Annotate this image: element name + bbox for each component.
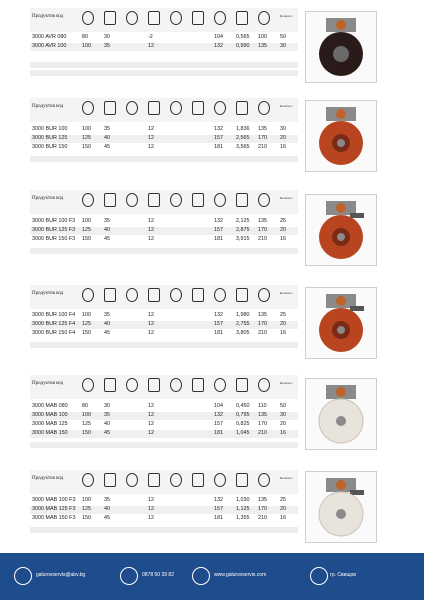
spec-cell: 135 [258, 497, 267, 503]
diameter-icon [82, 101, 94, 115]
spec-cell: 132 [214, 312, 223, 318]
product-code-cell: 3000 BUR 150 [32, 144, 68, 150]
footer-phone[interactable]: 0878 50 39 82 [142, 572, 174, 578]
phone-icon [120, 567, 138, 585]
spec-cell: 125 [82, 135, 91, 141]
brake-icon [192, 101, 204, 115]
spec-cell: 110 [258, 403, 267, 409]
spec-cell: 50 [280, 403, 286, 409]
table-header [30, 190, 298, 214]
spec-cell: 40 [104, 421, 110, 427]
footer-bar [0, 553, 424, 600]
spec-cell: 12 [148, 515, 154, 521]
spec-cell: 1,980 [236, 312, 250, 318]
table-row [30, 421, 298, 429]
spec-cell: 16 [280, 430, 286, 436]
table-row [30, 236, 298, 244]
spec-cell: 12 [148, 421, 154, 427]
spec-cell: 132 [214, 497, 223, 503]
spec-cell: 12 [148, 330, 154, 336]
spec-cell: 30 [104, 34, 110, 40]
spec-cell: 25 [280, 312, 286, 318]
spec-cell: 181 [214, 430, 223, 436]
diameter-icon [82, 193, 94, 207]
spec-cell: 181 [214, 330, 223, 336]
weight-icon [236, 11, 248, 25]
product-code-cell: 3000 MAB 125 [32, 421, 68, 427]
product-code-cell: 3000 MAB 150 F3 [32, 515, 76, 521]
globe-icon [192, 567, 210, 585]
bolt-icon [148, 11, 160, 25]
product-block [0, 375, 424, 460]
spec-cell: 1,355 [236, 515, 250, 521]
table-row [30, 321, 298, 329]
header-code-label: Продуктов код [32, 104, 64, 109]
spec-cell: 125 [82, 506, 91, 512]
product-code-cell: 3000 BUR 125 F3 [32, 227, 76, 233]
brake-icon [192, 193, 204, 207]
spec-cell: 30 [280, 412, 286, 418]
table-row [30, 135, 298, 143]
spec-cell: 12 [148, 321, 154, 327]
load-icon [258, 378, 270, 392]
weight-icon [236, 378, 248, 392]
spec-cell: 40 [104, 506, 110, 512]
blank-row [30, 248, 298, 254]
table-row [30, 412, 298, 420]
spec-cell: 157 [214, 506, 223, 512]
table-header [30, 470, 298, 494]
weight-icon [236, 101, 248, 115]
diameter-icon [82, 473, 94, 487]
product-photo [305, 471, 377, 543]
spec-cell: 132 [214, 43, 223, 49]
spec-cell: 12 [148, 135, 154, 141]
spec-cell: 135 [258, 43, 267, 49]
spec-cell: -2 [148, 34, 153, 40]
blank-row [30, 70, 298, 76]
axle-icon [170, 101, 182, 115]
table-row [30, 126, 298, 134]
spec-cell: 150 [82, 430, 91, 436]
spec-cell: 210 [258, 515, 267, 521]
product-code-cell: 3000 BUR 100 [32, 126, 68, 132]
header-note: Колела с [280, 196, 293, 200]
spec-cell: 125 [82, 321, 91, 327]
spec-cell: 35 [104, 312, 110, 318]
spec-cell: 12 [148, 144, 154, 150]
spec-cell: 2,565 [236, 135, 250, 141]
spec-cell: 40 [104, 135, 110, 141]
spec-cell: 157 [214, 321, 223, 327]
bearing-icon [126, 378, 138, 392]
spec-cell: 0,825 [236, 421, 250, 427]
weight-icon [236, 193, 248, 207]
table-row [30, 515, 298, 523]
spec-cell: 170 [258, 506, 267, 512]
spec-cell: 157 [214, 227, 223, 233]
spec-cell: 80 [82, 34, 88, 40]
spec-cell: 135 [258, 126, 267, 132]
spec-cell: 104 [214, 34, 223, 40]
bearing-icon [126, 473, 138, 487]
spec-cell: 132 [214, 218, 223, 224]
header-note: Колела с [280, 381, 293, 385]
width-icon [104, 288, 116, 302]
product-block [0, 98, 424, 178]
weight-icon [236, 288, 248, 302]
bolt-icon [148, 288, 160, 302]
spec-cell: 40 [104, 227, 110, 233]
bearing-icon [126, 288, 138, 302]
table-row [30, 430, 298, 438]
spec-cell: 35 [104, 126, 110, 132]
location-icon [310, 567, 328, 585]
spec-cell: 35 [104, 497, 110, 503]
table-row [30, 312, 298, 320]
header-note: Колела с [280, 104, 293, 108]
spec-cell: 170 [258, 227, 267, 233]
spec-cell: 100 [82, 218, 91, 224]
spec-cell: 30 [104, 403, 110, 409]
spec-cell: 157 [214, 135, 223, 141]
product-code-cell: 3000 MAB 080 [32, 403, 68, 409]
spec-cell: 210 [258, 236, 267, 242]
spec-cell: 3,805 [236, 330, 250, 336]
spec-cell: 2,755 [236, 321, 250, 327]
table-row [30, 218, 298, 226]
footer-email[interactable]: galurovservis@abv.bg [36, 572, 86, 578]
spec-cell: 170 [258, 135, 267, 141]
product-code-cell: 3000 BUR 125 [32, 135, 68, 141]
spec-cell: 50 [280, 34, 286, 40]
spec-cell: 135 [258, 312, 267, 318]
bearing-icon [126, 11, 138, 25]
spec-cell: 132 [214, 412, 223, 418]
load-icon [258, 473, 270, 487]
spec-cell: 100 [82, 312, 91, 318]
load-icon [258, 193, 270, 207]
spec-cell: 0,990 [236, 43, 250, 49]
spec-cell: 181 [214, 236, 223, 242]
table-row [30, 403, 298, 411]
spec-cell: 45 [104, 236, 110, 242]
spec-cell: 2,125 [236, 218, 250, 224]
header-code-label: Продуктов код [32, 14, 64, 19]
spec-cell: 30 [280, 43, 286, 49]
table-header [30, 98, 298, 122]
spec-cell: 135 [258, 218, 267, 224]
spec-cell: 125 [82, 227, 91, 233]
bolt-icon [148, 101, 160, 115]
spec-cell: 210 [258, 430, 267, 436]
bearing-icon [126, 101, 138, 115]
product-code-cell: 3000 MAB 150 [32, 430, 68, 436]
spec-cell: 210 [258, 144, 267, 150]
brake-icon [192, 378, 204, 392]
header-code-label: Продуктов код [32, 196, 64, 201]
header-note: Колела с [280, 291, 293, 295]
product-code-cell: 3000 BUR 125 F4 [32, 321, 76, 327]
product-code-cell: 3000 AVR 080 [32, 34, 67, 40]
blank-row [30, 527, 298, 533]
spec-cell: 20 [280, 227, 286, 233]
axle-icon [170, 288, 182, 302]
spec-cell: 0,450 [236, 403, 250, 409]
spec-cell: 45 [104, 144, 110, 150]
blank-row [30, 62, 298, 68]
spec-cell: 1,045 [236, 430, 250, 436]
width-icon [104, 11, 116, 25]
product-block [0, 285, 424, 365]
spec-cell: 16 [280, 236, 286, 242]
product-photo [305, 378, 377, 450]
spec-cell: 35 [104, 218, 110, 224]
product-photo [305, 100, 377, 172]
product-photo [305, 11, 377, 83]
height-icon [214, 378, 226, 392]
spec-table [30, 98, 298, 168]
spec-cell: 35 [104, 43, 110, 49]
spec-cell: 45 [104, 430, 110, 436]
table-header [30, 285, 298, 309]
spec-cell: 150 [82, 236, 91, 242]
spec-cell: 170 [258, 421, 267, 427]
height-icon [214, 193, 226, 207]
bolt-icon [148, 378, 160, 392]
blank-row [30, 442, 298, 448]
load-icon [258, 101, 270, 115]
blank-row [30, 156, 298, 162]
load-icon [258, 288, 270, 302]
spec-cell: 80 [82, 403, 88, 409]
spec-cell: 100 [258, 34, 267, 40]
spec-cell: 150 [82, 330, 91, 336]
product-photo [305, 194, 377, 266]
product-code-cell: 3000 BUR 100 F3 [32, 218, 76, 224]
spec-cell: 35 [104, 412, 110, 418]
spec-cell: 40 [104, 321, 110, 327]
spec-cell: 1,836 [236, 126, 250, 132]
product-code-cell: 3000 BUR 100 F4 [32, 312, 76, 318]
spec-cell: 25 [280, 218, 286, 224]
spec-cell: 170 [258, 321, 267, 327]
header-code-label: Продуктов код [32, 381, 64, 386]
spec-cell: 0,565 [236, 34, 250, 40]
header-note: Колела с [280, 476, 293, 480]
spec-cell: 12 [148, 126, 154, 132]
spec-cell: 157 [214, 421, 223, 427]
axle-icon [170, 193, 182, 207]
spec-cell: 150 [82, 515, 91, 521]
axle-icon [170, 11, 182, 25]
product-block [0, 190, 424, 270]
spec-cell: 100 [82, 126, 91, 132]
spec-cell: 12 [148, 43, 154, 49]
spec-cell: 3,565 [236, 144, 250, 150]
product-code-cell: 3000 BUR 150 F3 [32, 236, 76, 242]
table-row [30, 330, 298, 338]
axle-icon [170, 473, 182, 487]
spec-cell: 20 [280, 321, 286, 327]
spec-cell: 125 [82, 421, 91, 427]
height-icon [214, 473, 226, 487]
diameter-icon [82, 378, 94, 392]
email-icon [14, 567, 32, 585]
spec-table [30, 470, 298, 540]
spec-cell: 12 [148, 227, 154, 233]
spec-cell: 12 [148, 506, 154, 512]
bolt-icon [148, 473, 160, 487]
spec-cell: 181 [214, 515, 223, 521]
spec-cell: 20 [280, 506, 286, 512]
table-row [30, 144, 298, 152]
spec-cell: 3,915 [236, 236, 250, 242]
spec-cell: 12 [148, 430, 154, 436]
blank-row [30, 342, 298, 348]
spec-cell: 100 [82, 412, 91, 418]
table-row [30, 227, 298, 235]
product-code-cell: 3000 BUR 150 F4 [32, 330, 76, 336]
product-block [0, 470, 424, 550]
spec-cell: 45 [104, 330, 110, 336]
brake-icon [192, 288, 204, 302]
spec-cell: 12 [148, 403, 154, 409]
product-block [0, 8, 424, 88]
axle-icon [170, 378, 182, 392]
spec-cell: 135 [258, 412, 267, 418]
width-icon [104, 473, 116, 487]
product-code-cell: 3000 MAB 100 F3 [32, 497, 76, 503]
spec-table [30, 285, 298, 355]
diameter-icon [82, 288, 94, 302]
spec-cell: 20 [280, 135, 286, 141]
bolt-icon [148, 193, 160, 207]
table-row [30, 43, 298, 51]
spec-cell: 12 [148, 236, 154, 242]
spec-cell: 181 [214, 144, 223, 150]
spec-cell: 16 [280, 330, 286, 336]
spec-cell: 100 [82, 43, 91, 49]
spec-cell: 1,030 [236, 497, 250, 503]
width-icon [104, 101, 116, 115]
bearing-icon [126, 193, 138, 207]
brake-icon [192, 11, 204, 25]
product-code-cell: 3000 AVR 100 [32, 43, 67, 49]
footer-website[interactable]: www.galurovservis.com [214, 572, 267, 578]
spec-cell: 104 [214, 403, 223, 409]
spec-cell: 30 [280, 126, 286, 132]
header-code-label: Продуктов код [32, 476, 64, 481]
spec-cell: 100 [82, 497, 91, 503]
diameter-icon [82, 11, 94, 25]
spec-cell: 20 [280, 421, 286, 427]
spec-cell: 16 [280, 515, 286, 521]
spec-cell: 45 [104, 515, 110, 521]
width-icon [104, 378, 116, 392]
table-row [30, 506, 298, 514]
table-row [30, 34, 298, 42]
height-icon [214, 101, 226, 115]
table-header [30, 8, 298, 32]
spec-cell: 12 [148, 412, 154, 418]
spec-table [30, 375, 298, 450]
header-note: Колела с [280, 14, 293, 18]
spec-cell: 12 [148, 497, 154, 503]
product-code-cell: 3000 MAB 125 F3 [32, 506, 76, 512]
spec-cell: 210 [258, 330, 267, 336]
width-icon [104, 193, 116, 207]
load-icon [258, 11, 270, 25]
product-code-cell: 3000 MAB 100 [32, 412, 68, 418]
weight-icon [236, 473, 248, 487]
spec-table [30, 190, 298, 260]
spec-cell: 25 [280, 497, 286, 503]
spec-cell: 2,875 [236, 227, 250, 233]
spec-table [30, 8, 298, 78]
height-icon [214, 11, 226, 25]
header-code-label: Продуктов код [32, 291, 64, 296]
footer-location: гр. Свищов [330, 572, 356, 578]
spec-cell: 0,795 [236, 412, 250, 418]
spec-cell: 16 [280, 144, 286, 150]
spec-cell: 1,125 [236, 506, 250, 512]
table-header [30, 375, 298, 399]
spec-cell: 12 [148, 312, 154, 318]
product-photo [305, 287, 377, 359]
table-row [30, 497, 298, 505]
spec-cell: 12 [148, 218, 154, 224]
spec-cell: 150 [82, 144, 91, 150]
height-icon [214, 288, 226, 302]
brake-icon [192, 473, 204, 487]
spec-cell: 132 [214, 126, 223, 132]
